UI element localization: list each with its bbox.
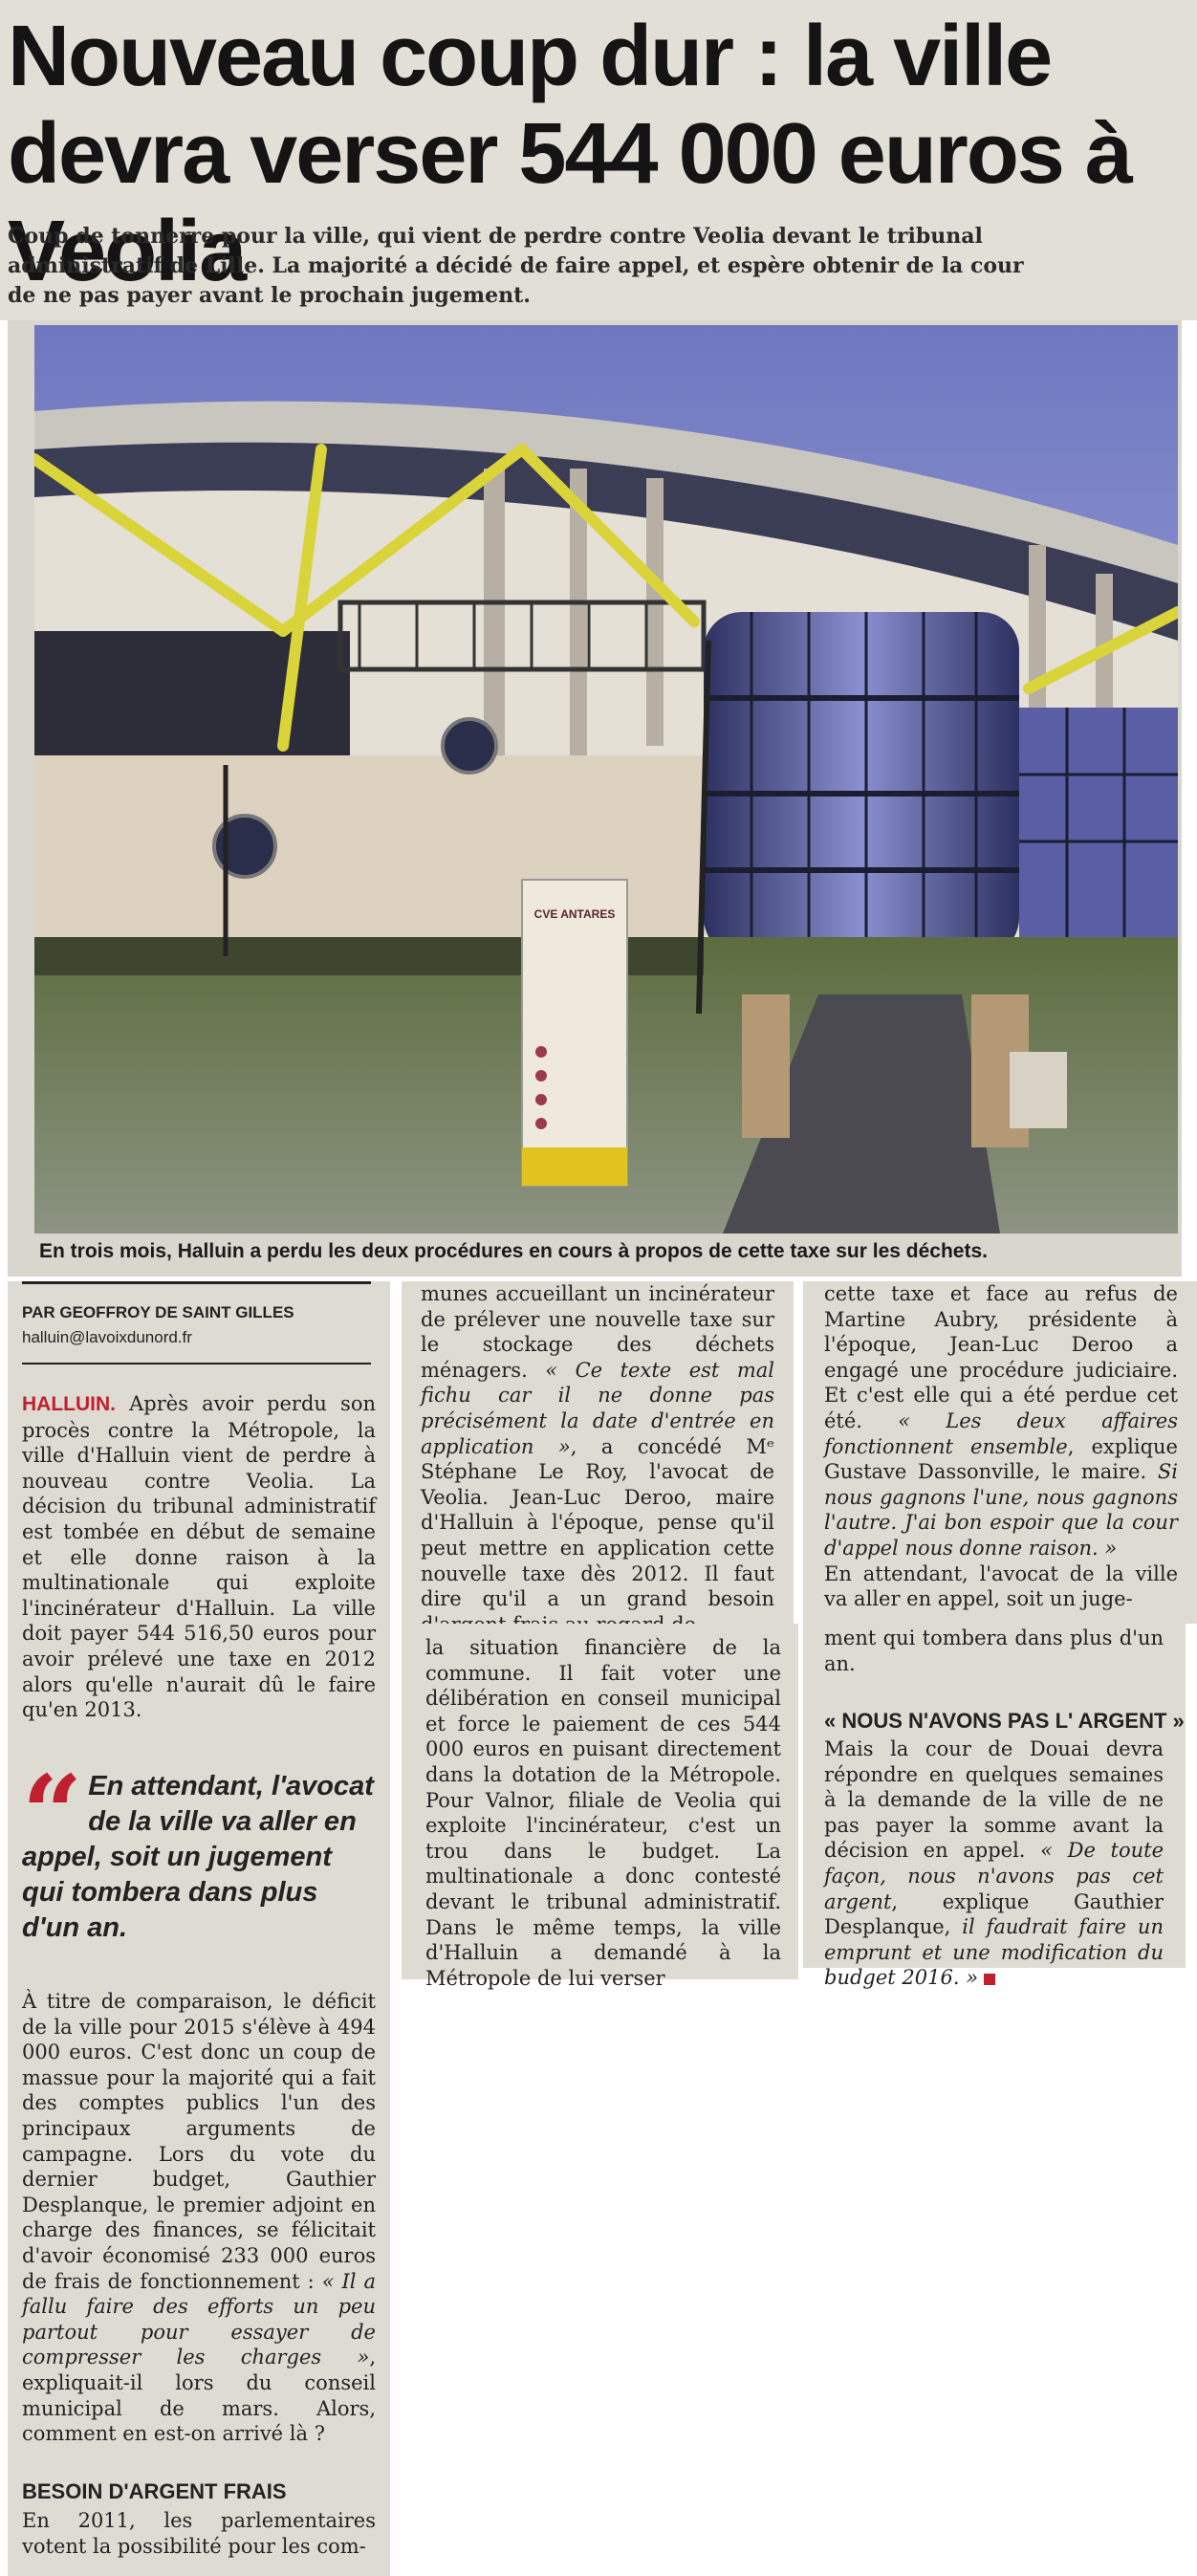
byline xyxy=(22,1281,371,1347)
sign-label: CVE ANTARES xyxy=(533,907,616,921)
column-2-bottom xyxy=(402,1624,798,1990)
paragraph: À titre de comparaison, le déficit de la ville pour 2015 s'élève à 494 000 euros. C'est donc un coup de massue pour la majorité qui a fait des comptes publics l'un des principaux arguments de campagne. Lors du vote du dernier budget, Gauthier Desplanque, le premier adjoint en charge des finances, se félicitait d'avoir économisé 233 000 euros de frais de fonctionnement : « Il a fallu faire des efforts un peu partout pour essayer de compresser les charges », expliquait-il lors du conseil municipal de mars. Alors, comment en est-on arrivé là ? xyxy=(22,1990,376,2446)
paragraph: ment qui tombera dans plus d'un an. xyxy=(824,1626,1164,1675)
column-1 xyxy=(8,1281,390,2576)
dateline: HALLUIN. xyxy=(22,1393,116,1415)
pull-quote xyxy=(22,1752,376,1946)
building-photo xyxy=(34,325,1178,1233)
column-3-bottom xyxy=(803,1624,1186,1990)
subheading: « NOUS N'AVONS PAS L' ARGENT » xyxy=(824,1709,1185,1733)
headline: Nouveau coup dur : la ville devra verser 544 000 euros à Veolia xyxy=(8,9,1131,299)
paragraph-closing: Mais la cour de Douai devra répondre en quelques semaines à la demande de la ville de ne pas payer la somme avant la décision en appel. « De toute façon, nous n'avons pas cet argent, explique Gauthier Desplanque, il faudrait faire un emprunt et une modification du budget 2016. » xyxy=(824,1737,1164,1990)
paragraph: En 2011, les parlementaires votent la possibilité pour les com- xyxy=(22,2509,376,2558)
author-name: PAR GEOFFROY DE SAINT GILLES xyxy=(22,1303,294,1321)
column-3-top xyxy=(803,1281,1197,1624)
paragraph-intro: HALLUIN. Après avoir perdu son procès contre la Métropole, la ville d'Halluin vient de perdre à nouveau contre Veolia. La décision du tribunal administratif est tombée en début de semaine et elle donne raison à la multinationale qui exploite l'incinérateur d'Halluin. La ville doit payer 544 516,50 euros pour avoir prélevé une taxe en 2012 alors qu'elle n'aurait dû le faire qu'en 2013. xyxy=(22,1392,376,1722)
paragraph: la situation financière de la commune. Il fait voter une délibération en conseil municipal et force le paiement de ces 544 000 euros en puisant directement dans la dotation de la Métropole. Pour Valnor, filiale de Veolia qui exploite l'incinérateur, c'est un trou dans le budget. La multinationale a donc contesté devant le tribunal administratif. Dans le même temps, la ville d'Halluin a demandé à la Métropole de lui verser xyxy=(425,1636,781,1990)
standfirst: Coup de tonnerre pour la ville, qui vient de perdre contre Veolia devant le tribunal administratif de Lille. La majorité a décidé de faire appel, et espère obtenir de la cour de ne pas payer avant le prochain jugement. xyxy=(8,224,1024,308)
paragraph: cette taxe et face au refus de Martine Aubry, présidente à l'époque, Jean-Luc Deroo a engagé une procédure judiciaire. Et c'est elle qui a été perdue cet été. « Les deux affaires fonctionnent ensemble, explique Gustave Dassonville, le maire. Si nous gagnons l'une, nous gagnons l'autre. J'ai bon espoir que la cour d'appel nous donne raison. » En attendant, l'avocat de la ville va aller en appel, soit un juge- xyxy=(824,1282,1178,1611)
photo-caption: En trois mois, Halluin a perdu les deux procédures en cours à propos de cette taxe sur les déchets. xyxy=(39,1240,988,1262)
article-header xyxy=(0,0,1197,320)
pull-quote-text: En attendant, l'avocat de la ville va aller en appel, soit un jugement qui tombera dans plus d'un an. xyxy=(22,1771,374,1943)
end-mark-icon xyxy=(984,1974,995,1985)
byline-rule xyxy=(22,1363,371,1364)
column-2-top xyxy=(402,1281,794,1624)
quote-mark-icon: “ xyxy=(22,1752,83,1875)
photo-block xyxy=(8,320,1182,1277)
author-email: halluin@lavoixdunord.fr xyxy=(22,1328,192,1346)
subheading: BESOIN D'ARGENT FRAIS xyxy=(22,2479,287,2503)
paragraph: munes accueillant un incinérateur de prélever une nouvelle taxe sur le stockage des déchets ménagers. « Ce texte est mal fichu car il ne donne pas précisément la date d'entrée en application », a concédé Mᵉ Stéphane Le Roy, l'avocat de Veolia. Jean-Luc Deroo, maire d'Halluin à l'époque, pense qu'il peut mettre en application cette nouvelle taxe dès 2012. Il faut dire qu'il a un grand besoin xyxy=(421,1282,774,1611)
